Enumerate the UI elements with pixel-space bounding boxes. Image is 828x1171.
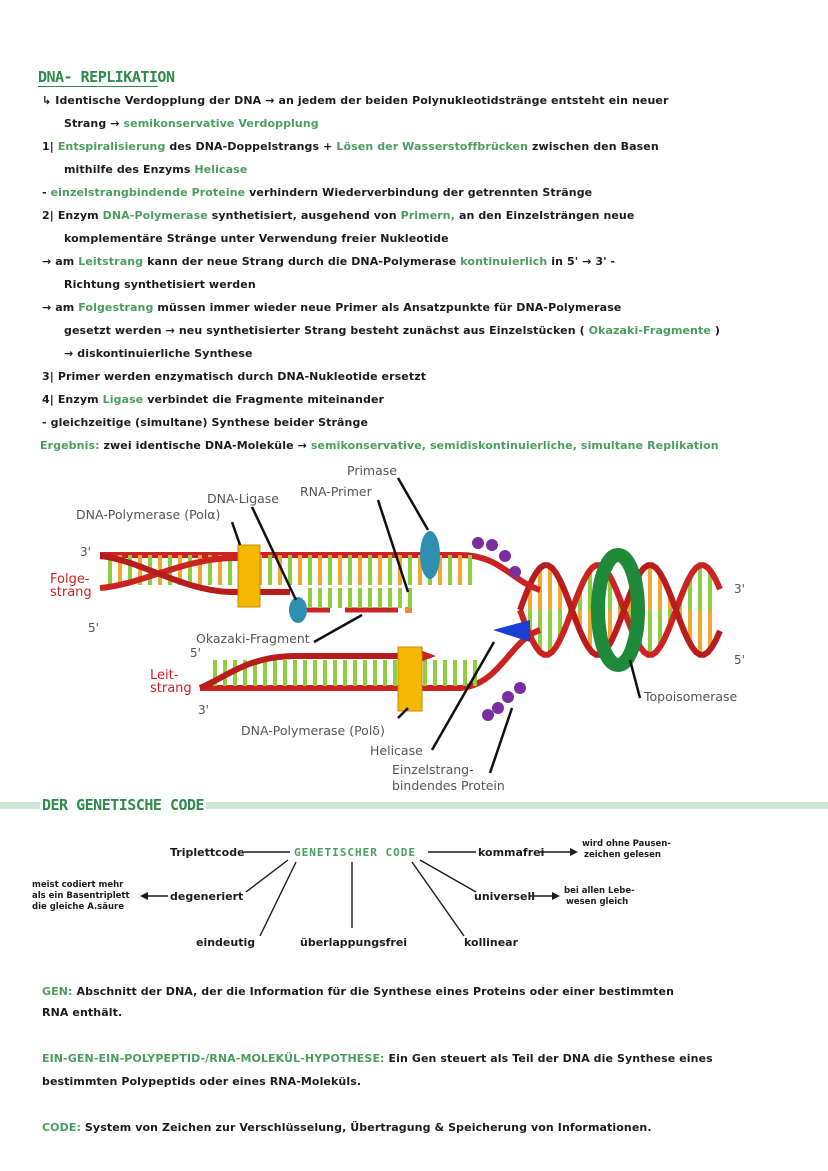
note-line xyxy=(42,186,592,199)
definition-term: CODE: xyxy=(42,1121,81,1134)
note-line xyxy=(64,347,253,360)
dna-replication-diagram xyxy=(0,460,828,800)
note-text: synthetisiert, ausgehend von xyxy=(211,209,401,222)
note-line xyxy=(42,370,426,383)
note-line xyxy=(42,255,615,268)
label-primase: Primase xyxy=(347,463,397,478)
label-dna-pol-delta: DNA-Polymerase (Polδ) xyxy=(241,723,385,738)
green-term: Entspiralisierung xyxy=(57,140,170,153)
green-term: Ligase xyxy=(102,393,148,406)
label-rna-primer: RNA-Primer xyxy=(300,484,372,499)
note-universell-2: wesen gleich xyxy=(566,897,629,907)
note-line xyxy=(42,209,634,222)
green-term: Ergebnis: xyxy=(40,439,104,452)
label-okazaki: Okazaki-Fragment xyxy=(196,631,310,646)
note-text: an den Einzelsträngen neue xyxy=(458,209,635,222)
label-folgestrang-1: Folge- xyxy=(50,572,90,587)
definition-code xyxy=(42,1121,652,1134)
dna-polymerase-alpha xyxy=(238,545,260,607)
section-title-genetischer-code: DER GENETISCHE CODE xyxy=(42,796,205,814)
note-text: gesetzt werden → neu synthetisierter Strang besteht zunächst aus Einzelstücken ( xyxy=(64,324,589,337)
label-5prime-mid: 5' xyxy=(190,646,201,660)
single-strand-binding-protein xyxy=(499,550,511,562)
note-text: Enzym xyxy=(57,393,103,406)
label-5prime-left: 5' xyxy=(88,621,99,635)
green-term: DNA-Polymerase xyxy=(102,209,212,222)
note-line xyxy=(42,140,659,153)
note-text: Primer werden enzymatisch durch DNA-Nukleotide ersetzt xyxy=(57,370,427,383)
mindmap-center: GENETISCHER CODE xyxy=(294,846,416,859)
green-term: Helicase xyxy=(194,163,248,176)
note-text: - xyxy=(42,186,51,199)
note-text: zwischen den Basen xyxy=(531,140,659,153)
single-strand-binding-protein xyxy=(472,537,484,549)
note-kommafrei-1: wird ohne Pausen- xyxy=(582,839,671,849)
note-line xyxy=(64,232,449,245)
note-text: des DNA-Doppelstrangs + xyxy=(169,140,337,153)
definition-gen xyxy=(42,985,674,998)
pointer-line xyxy=(378,500,408,592)
label-ssb-2: bindendes Protein xyxy=(392,778,505,793)
single-strand-binding-protein xyxy=(514,682,526,694)
note-text: Enzym xyxy=(57,209,103,222)
node-ueberlappungsfrei: überlappungsfrei xyxy=(300,936,408,949)
green-term: semikonservative, semidiskontinuierliche, simultane Replikation xyxy=(310,439,719,452)
note-text: gleichzeitige (simultane) Synthese beider Stränge xyxy=(50,416,368,429)
note-degeneriert-2: als ein Basentriplett xyxy=(32,891,130,901)
note-text: verbindet die Fragmente miteinander xyxy=(147,393,385,406)
pointer-line xyxy=(398,478,428,530)
helicase xyxy=(493,620,530,642)
note-text: 1| xyxy=(42,140,58,153)
label-folgestrang-2: strang xyxy=(50,585,92,600)
label-3prime-right: 3' xyxy=(734,582,745,596)
title-underline xyxy=(38,86,158,87)
label-dna-pol-alpha: DNA-Polymerase (Polα) xyxy=(76,507,221,522)
node-kollinear: kollinear xyxy=(464,936,519,949)
dna-ligase xyxy=(289,597,307,623)
note-line xyxy=(42,301,621,314)
pointer-line xyxy=(232,522,240,545)
definition-term: EIN-GEN-EIN-POLYPEPTID-/RNA-MOLEKÜL-HYPOTHESE: xyxy=(42,1052,385,1065)
note-text: am xyxy=(55,301,79,314)
pointer-line xyxy=(630,660,640,698)
green-term: einzelstrangbindende Proteine xyxy=(50,186,250,199)
node-triplettcode: Triplettcode xyxy=(170,846,245,859)
single-strand-binding-protein xyxy=(509,566,521,578)
node-eindeutig: eindeutig xyxy=(196,936,256,949)
note-text: müssen immer wieder neue Primer als Ansatzpunkte für DNA-Polymerase xyxy=(157,301,622,314)
genetic-code-mindmap xyxy=(0,830,828,970)
green-term: Primern, xyxy=(400,209,459,222)
green-term: Leitstrang xyxy=(78,255,148,268)
note-text: zwei identische DNA-Moleküle → xyxy=(103,439,311,452)
label-leitstrang-1: Leit- xyxy=(150,668,179,683)
note-universell-1: bei allen Lebe- xyxy=(564,886,635,896)
label-dna-ligase: DNA-Ligase xyxy=(207,491,279,506)
note-text: ) xyxy=(714,324,720,337)
green-term: Folgestrang xyxy=(78,301,158,314)
pointer-line xyxy=(432,642,494,750)
note-text: 4| xyxy=(42,393,58,406)
definition-text: System von Zeichen zur Verschlüsselung, Übertragung & Speicherung von Informationen. xyxy=(84,1121,652,1134)
node-universell: universell xyxy=(474,890,536,903)
note-degeneriert-3: die gleiche A.säure xyxy=(32,902,124,912)
note-line xyxy=(64,117,319,130)
definition-gen-2: RNA enthält. xyxy=(42,1006,123,1019)
dna-polymerase-delta xyxy=(398,647,422,711)
primase xyxy=(420,531,440,579)
note-line xyxy=(42,94,669,107)
label-leitstrang-2: strang xyxy=(150,681,192,696)
note-line xyxy=(40,439,719,452)
definition-text: Ein Gen steuert als Teil der DNA die Synthese eines xyxy=(388,1052,713,1065)
note-text: Identische Verdopplung der DNA → an jedem der beiden Polynukleotidstränge entsteht ein neuer xyxy=(55,94,669,107)
note-text: am xyxy=(55,255,79,268)
definition-hypothese-2: bestimmten Polypeptids oder eines RNA-Moleküls. xyxy=(42,1075,362,1088)
note-text: mithilfe des Enzyms xyxy=(64,163,195,176)
single-strand-binding-protein xyxy=(502,691,514,703)
single-strand-binding-protein xyxy=(492,702,504,714)
section-title-replikation: DNA- REPLIKATION xyxy=(38,68,175,86)
single-strand-binding-protein xyxy=(482,709,494,721)
note-line xyxy=(64,163,247,176)
node-degeneriert: degeneriert xyxy=(170,890,244,903)
label-3prime-top: 3' xyxy=(80,545,91,559)
note-line xyxy=(42,416,368,429)
definition-term: GEN: xyxy=(42,985,73,998)
note-line xyxy=(42,393,384,406)
definition-text: Abschnitt der DNA, der die Information für die Synthese eines Proteins oder einer bestimmten xyxy=(76,985,674,998)
note-degeneriert-1: meist codiert mehr xyxy=(32,880,124,890)
note-text: → xyxy=(42,301,56,314)
note-text: ↳ xyxy=(42,94,56,107)
note-text: kann der neue Strang durch die DNA-Polymerase xyxy=(147,255,461,268)
note-kommafrei-2: zeichen gelesen xyxy=(584,850,661,860)
green-term: kontinuierlich xyxy=(460,255,552,268)
label-5prime-right: 5' xyxy=(734,653,745,667)
note-text: verhindern Wiederverbindung der getrennten Stränge xyxy=(249,186,593,199)
green-term: semikonservative Verdopplung xyxy=(123,117,319,130)
green-term: Lösen der Wasserstoffbrücken xyxy=(336,140,532,153)
note-text: 3| xyxy=(42,370,58,383)
note-text: → diskontinuierliche Synthese xyxy=(64,347,253,360)
single-strand-binding-protein xyxy=(486,539,498,551)
note-text: Richtung synthetisiert werden xyxy=(64,278,256,291)
pointer-line xyxy=(314,615,362,642)
note-text: - xyxy=(42,416,51,429)
note-line xyxy=(64,278,256,291)
note-text: in 5' → 3' - xyxy=(551,255,616,268)
label-topoisomerase: Topoisomerase xyxy=(644,689,738,704)
note-text: komplementäre Stränge unter Verwendung freier Nukleotide xyxy=(64,232,449,245)
note-text: 2| xyxy=(42,209,58,222)
label-ssb-1: Einzelstrang- xyxy=(392,762,474,777)
note-text: → xyxy=(42,255,56,268)
note-line xyxy=(64,324,720,337)
node-kommafrei: kommafrei xyxy=(478,846,545,859)
label-3prime-bottom: 3' xyxy=(198,703,209,717)
note-text: Strang → xyxy=(64,117,124,130)
definition-hypothese xyxy=(42,1052,713,1065)
green-term: Okazaki-Fragmente xyxy=(588,324,715,337)
label-helicase: Helicase xyxy=(370,743,423,758)
